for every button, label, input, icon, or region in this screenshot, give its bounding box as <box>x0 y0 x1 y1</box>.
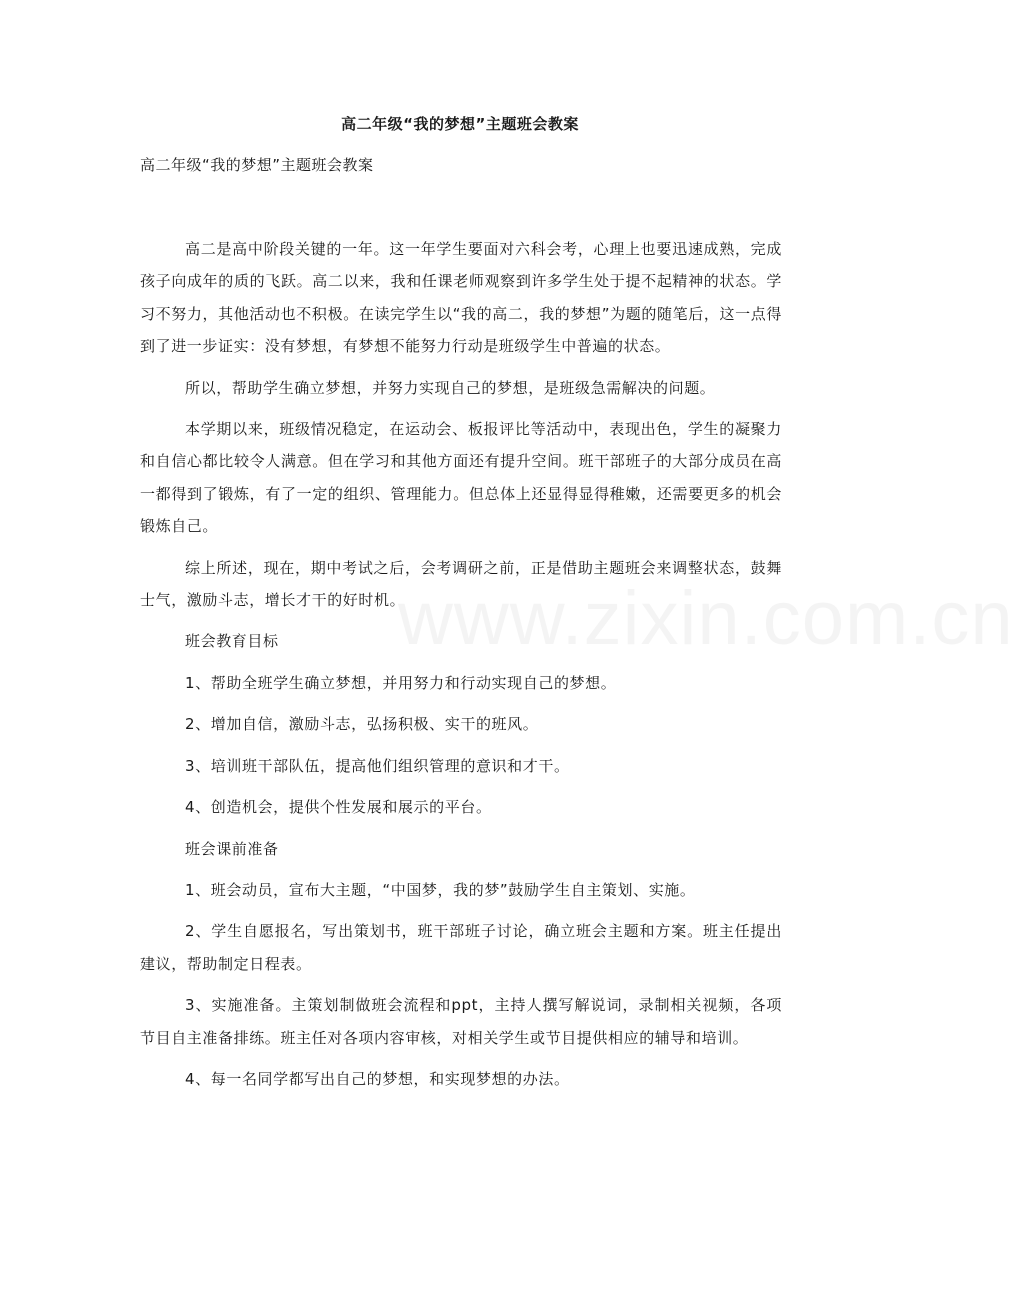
watermark: www.zixin.com.cn <box>398 576 1014 661</box>
list-item-prep-1: 1、班会动员，宣布大主题，“中国梦，我的梦”鼓励学生自主策划、实施。 <box>185 880 696 899</box>
section-heading-preparation: 班会课前准备 <box>185 839 279 858</box>
document-title: 高二年级“我的梦想”主题班会教案 <box>341 115 579 133</box>
paragraph-intro: 高二是高中阶段关键的一年。这一年学生要面对六科会考，心理上也要迅速成熟，完成孩子向成年的质的飞跃。高二以来，我和任课老师观察到许多学生处于提不起精神的状态。学习不努力，其他活动也不积极。在读完学生以“我的高二，我的梦想”为题的随笔后，这一点得到了进一步证实：没有梦想，有梦想不能努力行动是班级学生中普遍的状态。 <box>140 240 782 356</box>
list-item-goal-2: 2、增加自信，激励斗志，弘扬积极、实干的班风。 <box>185 715 539 734</box>
list-item-prep-4: 4、每一名同学都写出自己的梦想，和实现梦想的办法。 <box>185 1069 570 1088</box>
list-item-prep-3: 3、实施准备。主策划制做班会流程和ppt，主持人撰写解说词，录制相关视频，各项节目自主准备排练。班主任对各项内容审核，对相关学生或节目提供相应的辅导和培训。 <box>140 996 782 1047</box>
list-item-goal-4: 4、创造机会，提供个性发展和展示的平台。 <box>185 798 492 817</box>
list-item-goal-1: 1、帮助全班学生确立梦想，并用努力和行动实现自己的梦想。 <box>185 673 617 692</box>
list-item-goal-3: 3、培训班干部队伍，提高他们组织管理的意识和才干。 <box>185 756 570 775</box>
document-subtitle: 高二年级“我的梦想”主题班会教案 <box>140 156 374 174</box>
paragraph-class-status: 本学期以来，班级情况稳定，在运动会、板报评比等活动中，表现出色，学生的凝聚力和自信心都比较令人满意。但在学习和其他方面还有提升空间。班干部班子的大部分成员在高一都得到了锻炼，有了一定的组织、管理能力。但总体上还显得显得稚嫩，还需要更多的机会锻炼自己。 <box>140 420 782 536</box>
list-item-prep-2: 2、学生自愿报名，写出策划书，班干部班子讨论，确立班会主题和方案。班主任提出建议，帮助制定日程表。 <box>140 922 782 973</box>
section-heading-goals: 班会教育目标 <box>185 632 279 651</box>
paragraph-problem: 所以，帮助学生确立梦想，并努力实现自己的梦想，是班级急需解决的问题。 <box>185 378 716 397</box>
paragraph-summary: 综上所述，现在，期中考试之后，会考调研之前，正是借助主题班会来调整状态，鼓舞士气，激励斗志，增长才干的好时机。 <box>140 558 782 610</box>
document-body <box>140 233 782 1095</box>
